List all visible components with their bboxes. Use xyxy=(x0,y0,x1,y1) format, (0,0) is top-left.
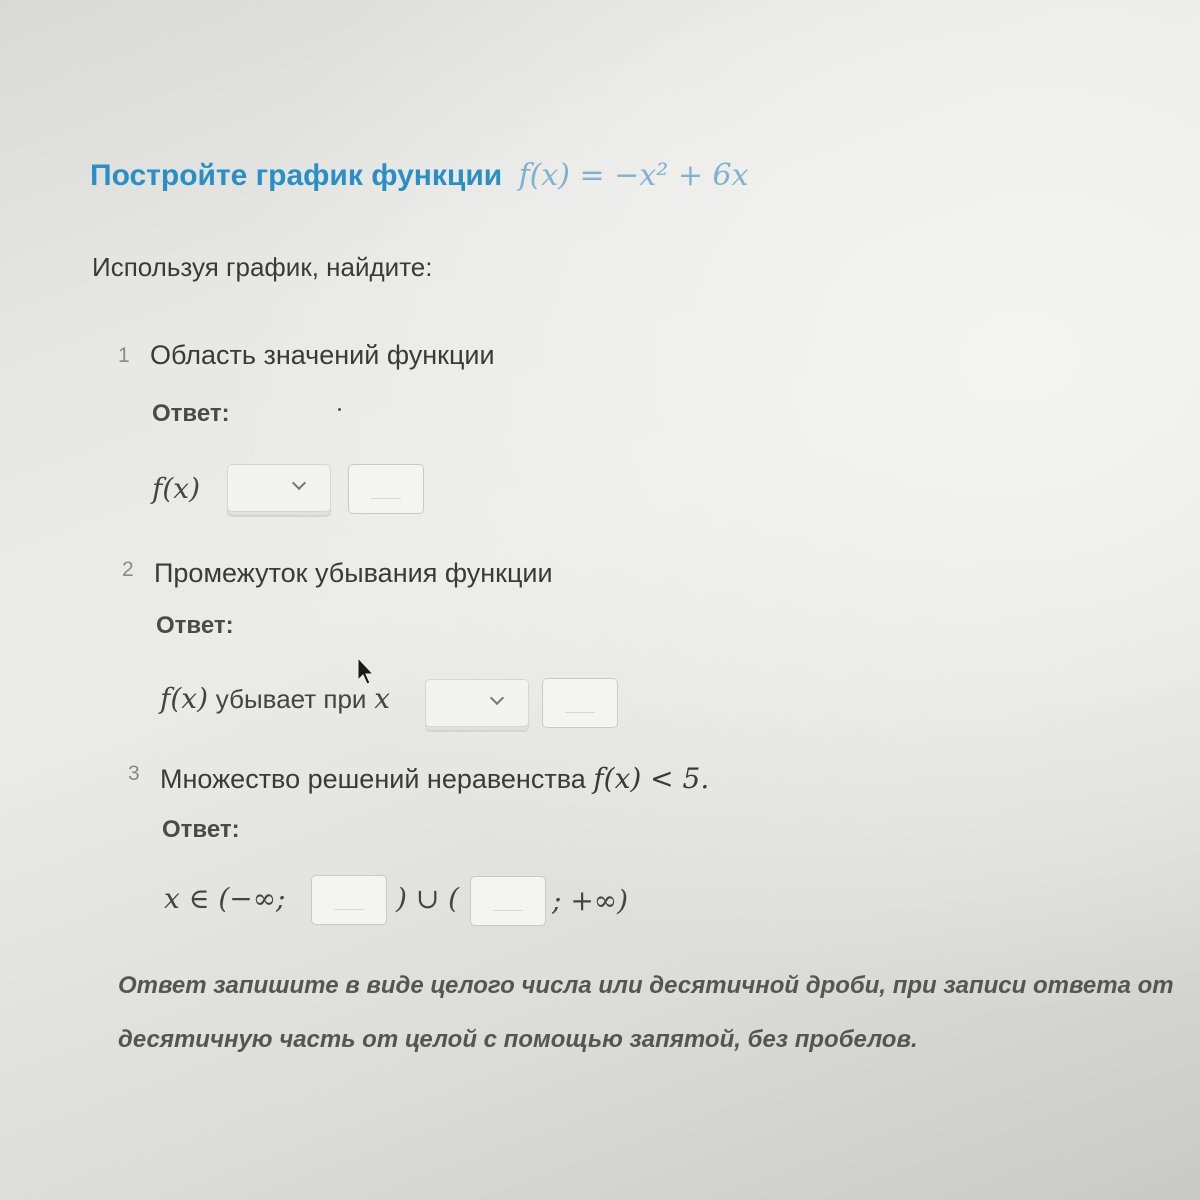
question-2-value-input[interactable] xyxy=(542,678,618,728)
question-3-text-formula: f(x) < 5. xyxy=(593,762,710,795)
question-3-text xyxy=(160,762,709,795)
question-1-comparison-select[interactable] xyxy=(227,464,331,512)
question-2-expr-var: x xyxy=(374,682,391,715)
task-intro: Используя график, найдите: xyxy=(92,252,433,282)
question-2-answer-label: Ответ: xyxy=(156,612,234,639)
question-2-expr-function: f(x) xyxy=(160,682,209,715)
question-1-value-input[interactable] xyxy=(348,464,424,514)
question-1-number: 1 xyxy=(118,344,130,367)
question-3-expr-start: x ∈ (−∞; xyxy=(164,882,286,915)
chevron-down-icon xyxy=(490,691,504,705)
mouse-cursor-icon xyxy=(356,656,376,686)
question-2-comparison-select[interactable] xyxy=(425,679,529,727)
question-3-answer-label: Ответ: xyxy=(162,816,240,843)
question-2-expr-words: убывает при xyxy=(215,684,367,714)
question-1-text: Область значений функции xyxy=(150,340,495,370)
answer-format-note-line-1: Ответ запишите в виде целого числа или десятичной дроби, при записи ответа от xyxy=(118,972,1174,999)
question-2-text: Промежуток убывания функции xyxy=(154,558,553,588)
question-2-number: 2 xyxy=(122,558,134,581)
question-2-expression xyxy=(160,682,390,715)
question-3-expr-end: ; +∞) xyxy=(552,884,629,917)
question-1-expression: f(x) xyxy=(152,472,201,505)
task-title-formula: f(x) = −x² + 6x xyxy=(518,158,749,193)
answer-format-note-line-2: десятичную часть от целой с помощью запятой, без пробелов. xyxy=(118,1026,918,1053)
question-3-left-bound-input[interactable] xyxy=(311,875,387,925)
question-3-text-words: Множество решений неравенства xyxy=(160,764,586,794)
question-3-number: 3 xyxy=(128,762,140,785)
task-title xyxy=(90,158,749,193)
question-3-expr-mid: ) ∪ ( xyxy=(396,882,460,915)
question-3-right-bound-input[interactable] xyxy=(470,876,546,926)
chevron-down-icon xyxy=(292,476,306,490)
question-1-answer-label: Ответ: xyxy=(152,400,230,427)
stray-dot xyxy=(338,408,341,411)
task-title-text: Постройте график функции xyxy=(90,159,503,192)
